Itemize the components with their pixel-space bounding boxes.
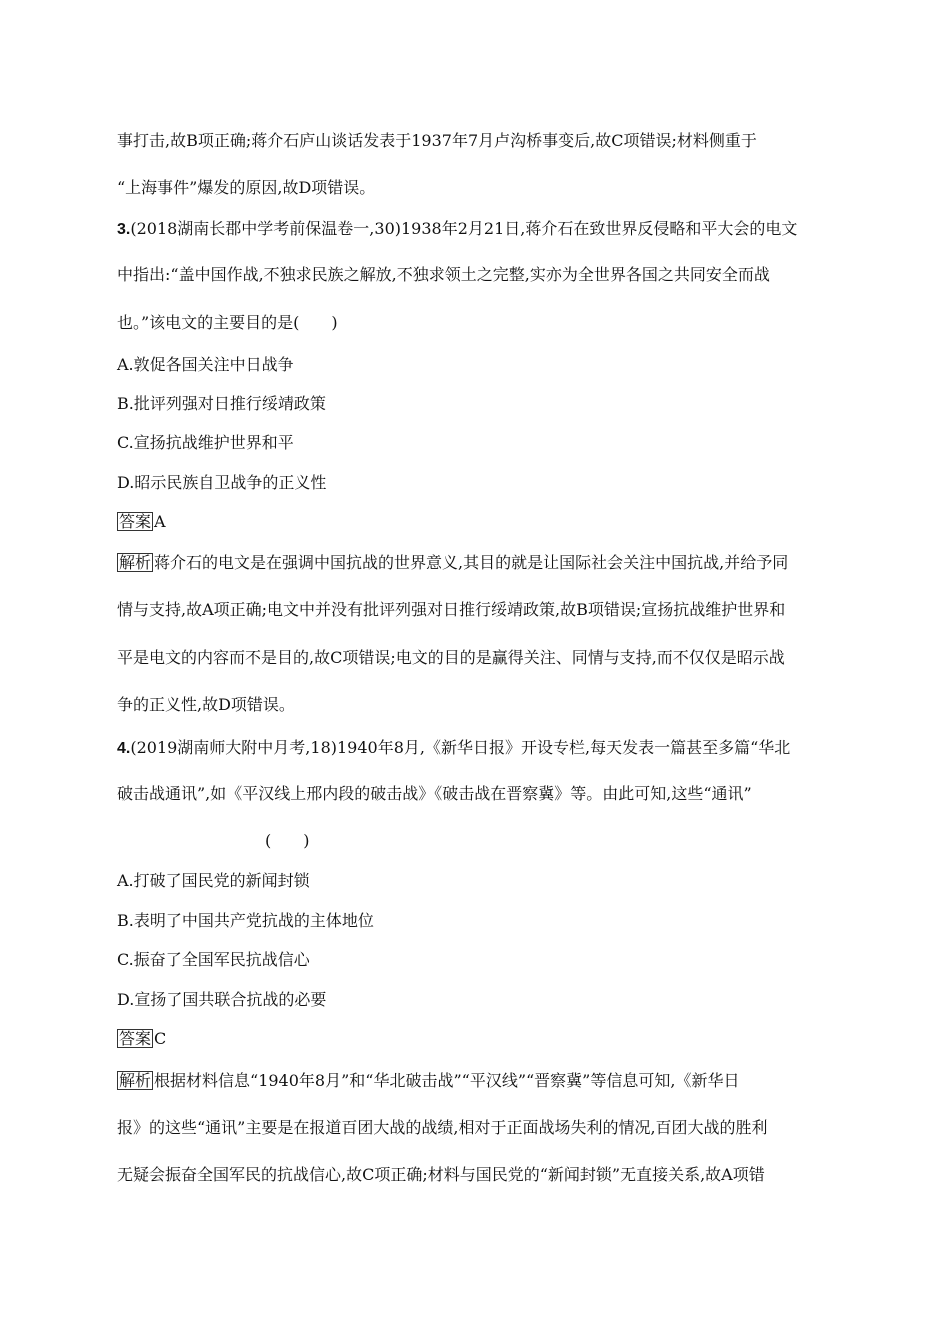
answer-blank: ( ) — [265, 831, 310, 850]
analysis-line: 报》的这些“通讯”主要是在报道百团大战的战绩,相对于正面战场失利的情况,百团大战的胜利 — [117, 1118, 768, 1137]
question-text-line: 中指出:“盖中国作战,不独求民族之解放,不独求领土之完整,实亦为全世界各国之共同安全而战 — [117, 265, 770, 284]
analysis-label: 解析 — [119, 1071, 152, 1090]
option-a: A.敦促各国关注中日战争 — [117, 355, 294, 374]
analysis-row — [117, 1071, 739, 1091]
question-text: (2019湖南师大附中月考,18)1940年8月,《新华日报》开设专栏,每天发表一篇甚至多篇“华北 — [130, 738, 791, 757]
answer-row — [117, 512, 166, 532]
option-c: C.振奋了全国军民抗战信心 — [117, 950, 310, 969]
question-number: 3. — [117, 221, 131, 238]
analysis-line: 争的正义性,故D项错误。 — [117, 695, 295, 714]
analysis-line: 平是电文的内容而不是目的,故C项错误;电文的目的是赢得关注、同情与支持,而不仅仅是昭示战 — [117, 648, 785, 667]
paragraph-line: 事打击,故B项正确;蒋介石庐山谈话发表于1937年7月卢沟桥事变后,故C项错误;材料侧重于 — [117, 131, 757, 150]
analysis-line: 无疑会振奋全国军民的抗战信心,故C项正确;材料与国民党的“新闻封锁”无直接关系,故A项错 — [117, 1165, 765, 1184]
analysis-row — [117, 553, 788, 573]
option-b: B.批评列强对日推行绥靖政策 — [117, 394, 326, 413]
question-text-line: 破击战通讯”,如《平汉线上邢内段的破击战》《破击战在晋察冀》等。由此可知,这些“通讯” — [117, 784, 752, 803]
question-4-stem — [117, 738, 790, 759]
option-d: D.宣扬了国共联合抗战的必要 — [117, 990, 327, 1009]
answer-row — [117, 1029, 166, 1049]
paragraph-line: “上海事件”爆发的原因,故D项错误。 — [117, 178, 376, 197]
question-text: (2018湖南长郡中学考前保温卷一,30)1938年2月21日,蒋介石在致世界反侵略和平大会的电文 — [130, 219, 798, 238]
answer-label: 答案 — [119, 512, 152, 531]
question-3-stem — [117, 219, 797, 240]
answer-label: 答案 — [119, 1029, 152, 1048]
answer-value: A — [154, 512, 166, 531]
option-b: B.表明了中国共产党抗战的主体地位 — [117, 911, 374, 930]
analysis-label: 解析 — [119, 553, 152, 572]
analysis-line: 情与支持,故A项正确;电文中并没有批评列强对日推行绥靖政策,故B项错误;宣扬抗战维护世界和 — [117, 600, 786, 619]
option-d: D.昭示民族自卫战争的正义性 — [117, 473, 327, 492]
option-c: C.宣扬抗战维护世界和平 — [117, 433, 294, 452]
question-text-line: 也。”该电文的主要目的是( ) — [117, 313, 338, 332]
option-a: A.打破了国民党的新闻封锁 — [117, 871, 310, 890]
question-number: 4. — [117, 740, 131, 757]
analysis-text: 蒋介石的电文是在强调中国抗战的世界意义,其目的就是让国际社会关注中国抗战,并给予同 — [154, 553, 789, 572]
analysis-text: 根据材料信息“1940年8月”和“华北破击战”“平汉线”“晋察冀”等信息可知,《新华日 — [154, 1071, 740, 1090]
answer-value: C — [154, 1029, 167, 1048]
